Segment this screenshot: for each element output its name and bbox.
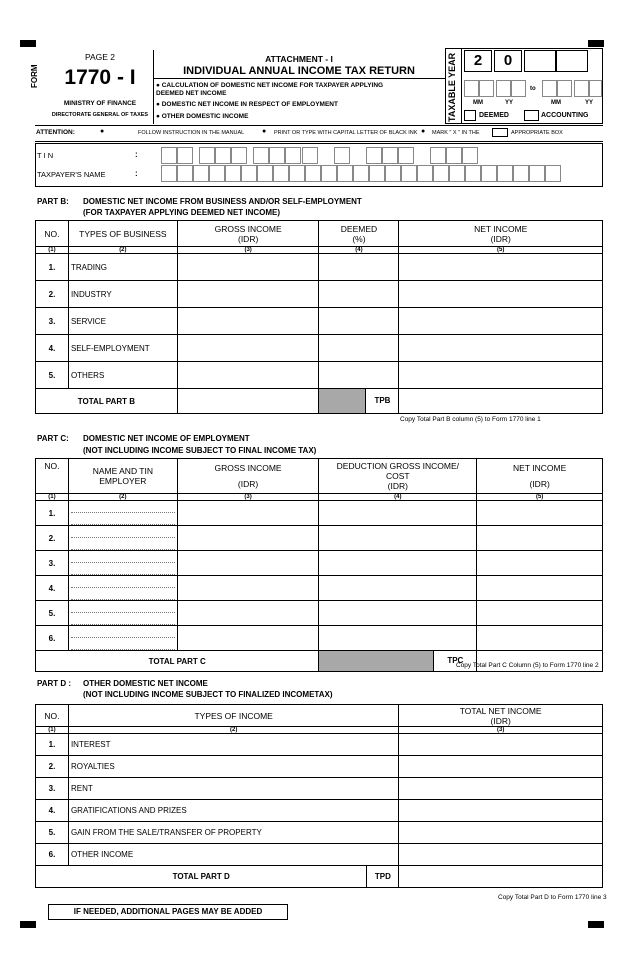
row-label: ROYALTIES <box>68 756 398 778</box>
row-label: SELF-EMPLOYMENT <box>68 335 177 362</box>
gross-income-cell[interactable] <box>177 308 319 335</box>
net-income-cell[interactable] <box>399 844 603 866</box>
part-c-table <box>35 458 603 672</box>
char-box[interactable] <box>269 147 285 164</box>
col-header: TYPES OF INCOME <box>68 705 398 727</box>
employer-cell[interactable] <box>68 526 177 551</box>
accounting-checkbox[interactable] <box>524 110 539 121</box>
col-header: NO. <box>36 705 69 727</box>
total-code: TPD <box>367 866 399 888</box>
net-income-cell[interactable] <box>399 822 603 844</box>
col-index: (2) <box>68 494 177 501</box>
employer-cell[interactable] <box>68 576 177 601</box>
total-code: TPB <box>365 389 398 413</box>
example-checkbox <box>492 128 508 137</box>
char-box[interactable] <box>433 165 449 182</box>
yy-label: YY <box>585 100 594 106</box>
net-income-cell[interactable] <box>399 778 603 800</box>
char-box[interactable] <box>199 147 215 164</box>
gross-income-cell[interactable] <box>177 551 319 576</box>
char-box[interactable] <box>161 147 177 164</box>
char-box[interactable] <box>225 165 241 182</box>
deemed-percent-cell[interactable] <box>319 254 399 281</box>
divider <box>461 48 462 124</box>
ministry: MINISTRY OF FINANCE <box>63 100 137 107</box>
year-digit: 0 <box>503 52 513 69</box>
total-label: TOTAL PART B <box>36 389 178 414</box>
gross-income-cell[interactable] <box>177 281 319 308</box>
row-number: 1. <box>36 501 69 526</box>
char-box[interactable] <box>273 165 289 182</box>
table-row <box>36 734 603 756</box>
gross-income-cell[interactable] <box>177 335 319 362</box>
total-code: TPC <box>433 651 476 671</box>
net-income-cell[interactable] <box>477 601 603 626</box>
col-index: (2) <box>68 247 177 254</box>
col-index: (5) <box>399 247 603 254</box>
col-index: (3) <box>399 727 603 734</box>
col-index: (1) <box>36 727 69 734</box>
table-row <box>36 308 603 335</box>
deemed-percent-cell[interactable] <box>319 362 399 389</box>
row-number: 2. <box>36 756 69 778</box>
char-box[interactable] <box>366 147 382 164</box>
total-net-income-cell[interactable] <box>399 389 603 414</box>
row-number: 5. <box>36 822 69 844</box>
char-box[interactable] <box>417 165 433 182</box>
char-box[interactable] <box>177 147 193 164</box>
shaded-cell <box>319 389 399 414</box>
gross-income-cell[interactable] <box>177 362 319 389</box>
employer-cell[interactable] <box>68 601 177 626</box>
char-box[interactable] <box>193 165 209 182</box>
char-box[interactable] <box>241 165 257 182</box>
total-row <box>36 389 603 414</box>
char-box[interactable] <box>231 147 247 164</box>
char-box[interactable] <box>465 165 481 182</box>
char-box[interactable] <box>257 165 273 182</box>
attention-item: FOLLOW INSTRUCTION IN THE MANUAL <box>138 130 245 136</box>
mm-label: MM <box>473 100 483 106</box>
deemed-percent-cell[interactable] <box>319 335 399 362</box>
year-box[interactable] <box>511 80 526 97</box>
char-box[interactable] <box>353 165 369 182</box>
part-c-subtitle: (NOT INCLUDING INCOME SUBJECT TO FINAL INCOME TAX) <box>83 446 317 455</box>
table-row <box>36 778 603 800</box>
header-divider <box>153 78 445 79</box>
row-number: 5. <box>36 362 69 389</box>
deduction-cell[interactable] <box>319 526 477 551</box>
total-gross-cell <box>177 389 319 414</box>
net-income-cell[interactable] <box>399 335 603 362</box>
registration-mark <box>20 40 36 47</box>
col-header: GROSS INCOME (IDR) <box>177 221 319 247</box>
employer-cell[interactable] <box>68 551 177 576</box>
table-row <box>36 501 603 526</box>
additional-pages-note: IF NEEDED, ADDITIONAL PAGES MAY BE ADDED <box>48 904 288 920</box>
col-index: (3) <box>177 247 319 254</box>
net-income-cell[interactable] <box>399 254 603 281</box>
part-c-title: DOMESTIC NET INCOME OF EMPLOYMENT <box>83 434 250 443</box>
month-box[interactable] <box>479 80 494 97</box>
part-b-table <box>35 220 603 414</box>
gross-income-cell[interactable] <box>177 601 319 626</box>
registration-mark <box>20 921 36 928</box>
month-box[interactable] <box>542 80 557 97</box>
form-number: 1770 - I <box>64 66 136 89</box>
col-index: (5) <box>477 494 603 501</box>
net-income-cell[interactable] <box>399 800 603 822</box>
tin-label: T I N <box>37 151 54 160</box>
char-box[interactable] <box>430 147 446 164</box>
table-row <box>36 362 603 389</box>
row-label: TRADING <box>68 254 177 281</box>
shaded-cell <box>319 651 477 672</box>
table-row <box>36 601 603 626</box>
char-box[interactable] <box>215 147 231 164</box>
mm-label: MM <box>551 100 561 106</box>
attachment-label: ATTACHMENT - I <box>265 54 333 64</box>
char-box[interactable] <box>513 165 529 182</box>
total-row <box>36 866 603 888</box>
deemed-percent-cell[interactable] <box>319 281 399 308</box>
char-box[interactable] <box>177 165 193 182</box>
char-box[interactable] <box>302 147 318 164</box>
row-label: INTEREST <box>68 734 398 756</box>
month-box[interactable] <box>557 80 572 97</box>
row-label: INDUSTRY <box>68 281 177 308</box>
char-box[interactable] <box>321 165 337 182</box>
total-label: TOTAL PART D <box>36 866 367 888</box>
gross-income-cell[interactable] <box>177 626 319 651</box>
total-label: TOTAL PART C <box>36 651 319 672</box>
bullet-icon: ● <box>262 128 267 135</box>
attention-item: MARK " X " IN THE <box>432 130 480 136</box>
char-box[interactable] <box>401 165 417 182</box>
deemed-checkbox[interactable] <box>464 110 476 121</box>
row-label: GAIN FROM THE SALE/TRANSFER OF PROPERTY <box>68 822 398 844</box>
year-digit-box[interactable] <box>556 50 588 72</box>
part-b-title: DOMESTIC NET INCOME FROM BUSINESS AND/OR SELF-EMPLOYMENT <box>83 197 362 206</box>
yy-label: YY <box>505 100 514 106</box>
employer-cell[interactable] <box>68 501 177 526</box>
row-number: 2. <box>36 281 69 308</box>
accounting-label: ACCOUNTING <box>541 112 589 119</box>
deduction-cell[interactable] <box>319 626 477 651</box>
gross-income-cell[interactable] <box>177 254 319 281</box>
year-box[interactable] <box>589 80 602 97</box>
row-number: 4. <box>36 576 69 601</box>
part-d-title: OTHER DOMESTIC NET INCOME <box>83 679 208 688</box>
attention-item: PRINT OR TYPE WITH CAPITAL LETTER OF BLACK INK <box>274 130 418 136</box>
row-label: OTHERS <box>68 362 177 389</box>
part-d-label: PART D : <box>37 679 72 688</box>
table-row <box>36 254 603 281</box>
char-box[interactable] <box>285 147 301 164</box>
form-vertical-label: FORM <box>30 64 39 88</box>
net-income-cell[interactable] <box>399 734 603 756</box>
table-row <box>36 281 603 308</box>
year-digit-box[interactable] <box>524 50 556 72</box>
table-row <box>36 756 603 778</box>
table-row <box>36 800 603 822</box>
char-box[interactable] <box>462 147 478 164</box>
char-box[interactable] <box>337 165 353 182</box>
net-income-cell[interactable] <box>477 501 603 526</box>
col-header: NO. <box>36 459 69 494</box>
to-label: to <box>530 86 536 92</box>
net-income-cell[interactable] <box>477 576 603 601</box>
row-label: GRATIFICATIONS AND PRIZES <box>68 800 398 822</box>
part-c-note: Copy Total Part C Column (5) to Form 1770 line 2 <box>456 662 599 669</box>
char-box[interactable] <box>398 147 414 164</box>
col-index: (1) <box>36 494 69 501</box>
bullet-item: ● OTHER DOMESTIC INCOME <box>156 113 249 120</box>
col-header: DEEMED (%) <box>319 221 399 247</box>
row-number: 4. <box>36 335 69 362</box>
bullet-icon: ● <box>100 128 105 135</box>
part-b-subtitle: (FOR TAXPAYER APPLYING DEEMED NET INCOME) <box>83 208 281 217</box>
page-number: PAGE 2 <box>84 52 116 62</box>
year-digit-box[interactable] <box>464 50 492 72</box>
employer-cell[interactable] <box>68 626 177 651</box>
bullet-item: ● DOMESTIC NET INCOME IN RESPECT OF EMPLOYMENT <box>156 101 338 108</box>
col-header: NAME AND TIN EMPLOYER <box>68 459 177 494</box>
registration-mark <box>588 40 604 47</box>
bullet-item: ● CALCULATION OF DOMESTIC NET INCOME FOR TAXPAYER APPLYING DEEMED NET INCOME <box>156 82 384 97</box>
col-header: DEDUCTION GROSS INCOME/ COST (IDR) <box>319 459 477 494</box>
registration-mark <box>588 921 604 928</box>
row-number: 1. <box>36 734 69 756</box>
part-b-note: Copy Total Part B column (5) to Form 1770 line 1 <box>400 416 541 423</box>
year-box[interactable] <box>496 80 511 97</box>
table-row <box>36 844 603 866</box>
row-label: RENT <box>68 778 398 800</box>
col-header: NET INCOME (IDR) <box>477 459 603 494</box>
row-number: 5. <box>36 601 69 626</box>
table-row <box>36 626 603 651</box>
deemed-label: DEEMED <box>479 112 509 119</box>
part-d-subtitle: (NOT INCLUDING INCOME SUBJECT TO FINALIZED INCOMETAX) <box>83 690 333 699</box>
row-label: OTHER INCOME <box>68 844 398 866</box>
col-index: (4) <box>319 494 477 501</box>
gross-income-cell[interactable] <box>177 501 319 526</box>
row-number: 4. <box>36 800 69 822</box>
row-number: 3. <box>36 308 69 335</box>
char-box[interactable] <box>305 165 321 182</box>
gross-income-cell[interactable] <box>177 576 319 601</box>
attention-item: APPROPRIATE BOX <box>511 130 563 136</box>
total-net-income-cell[interactable] <box>399 866 603 888</box>
colon: : <box>135 150 138 159</box>
year-digit-box[interactable] <box>494 50 522 72</box>
net-income-cell[interactable] <box>399 281 603 308</box>
row-number: 1. <box>36 254 69 281</box>
colon: : <box>135 169 138 178</box>
part-d-note: Copy Total Part D to Form 1770 line 3 <box>498 894 607 901</box>
row-number: 6. <box>36 626 69 651</box>
char-box[interactable] <box>497 165 513 182</box>
net-income-cell[interactable] <box>399 756 603 778</box>
char-box[interactable] <box>545 165 561 182</box>
row-label: SERVICE <box>68 308 177 335</box>
deduction-cell[interactable] <box>319 601 477 626</box>
col-index: (2) <box>68 727 398 734</box>
taxpayer-name-label: TAXPAYER'S NAME <box>37 170 106 179</box>
deduction-cell[interactable] <box>319 576 477 601</box>
year-digit: 2 <box>473 52 483 69</box>
char-box[interactable] <box>529 165 545 182</box>
char-box[interactable] <box>481 165 497 182</box>
table-row <box>36 526 603 551</box>
char-box[interactable] <box>382 147 398 164</box>
table-row <box>36 335 603 362</box>
char-box[interactable] <box>369 165 385 182</box>
char-box[interactable] <box>334 147 350 164</box>
attention-label: ATTENTION: <box>36 129 75 136</box>
deduction-cell[interactable] <box>319 551 477 576</box>
row-number: 3. <box>36 551 69 576</box>
part-b-label: PART B: <box>37 197 69 206</box>
row-number: 6. <box>36 844 69 866</box>
taxable-year-label: TAXABLE YEAR <box>447 52 457 122</box>
net-income-cell[interactable] <box>477 551 603 576</box>
year-box[interactable] <box>574 80 589 97</box>
char-box[interactable] <box>253 147 269 164</box>
col-index: (1) <box>36 247 69 254</box>
table-row <box>36 822 603 844</box>
table-row <box>36 576 603 601</box>
row-number: 2. <box>36 526 69 551</box>
char-box[interactable] <box>385 165 401 182</box>
char-box[interactable] <box>449 165 465 182</box>
net-income-cell[interactable] <box>399 308 603 335</box>
char-box[interactable] <box>446 147 462 164</box>
part-c-label: PART C: <box>37 434 69 443</box>
col-header: GROSS INCOME (IDR) <box>177 459 319 494</box>
month-box[interactable] <box>464 80 479 97</box>
col-index: (4) <box>319 247 399 254</box>
table-row <box>36 551 603 576</box>
net-income-cell[interactable] <box>477 526 603 551</box>
net-income-cell[interactable] <box>477 626 603 651</box>
deduction-cell[interactable] <box>319 501 477 526</box>
directorate: DIRECTORATE GENERAL OF TAXES <box>51 112 149 118</box>
char-box[interactable] <box>289 165 305 182</box>
char-box[interactable] <box>209 165 225 182</box>
col-header: NET INCOME (IDR) <box>399 221 603 247</box>
form-title: INDIVIDUAL ANNUAL INCOME TAX RETURN <box>183 65 415 77</box>
col-header: TOTAL NET INCOME (IDR) <box>399 705 603 727</box>
col-index: (3) <box>177 494 319 501</box>
col-header: TYPES OF BUSINESS <box>68 221 177 247</box>
deemed-percent-cell[interactable] <box>319 308 399 335</box>
gross-income-cell[interactable] <box>177 526 319 551</box>
bullet-icon: ● <box>421 128 426 135</box>
char-box[interactable] <box>161 165 177 182</box>
net-income-cell[interactable] <box>399 362 603 389</box>
part-d-table <box>35 704 603 888</box>
row-number: 3. <box>36 778 69 800</box>
col-header: NO. <box>36 221 69 247</box>
